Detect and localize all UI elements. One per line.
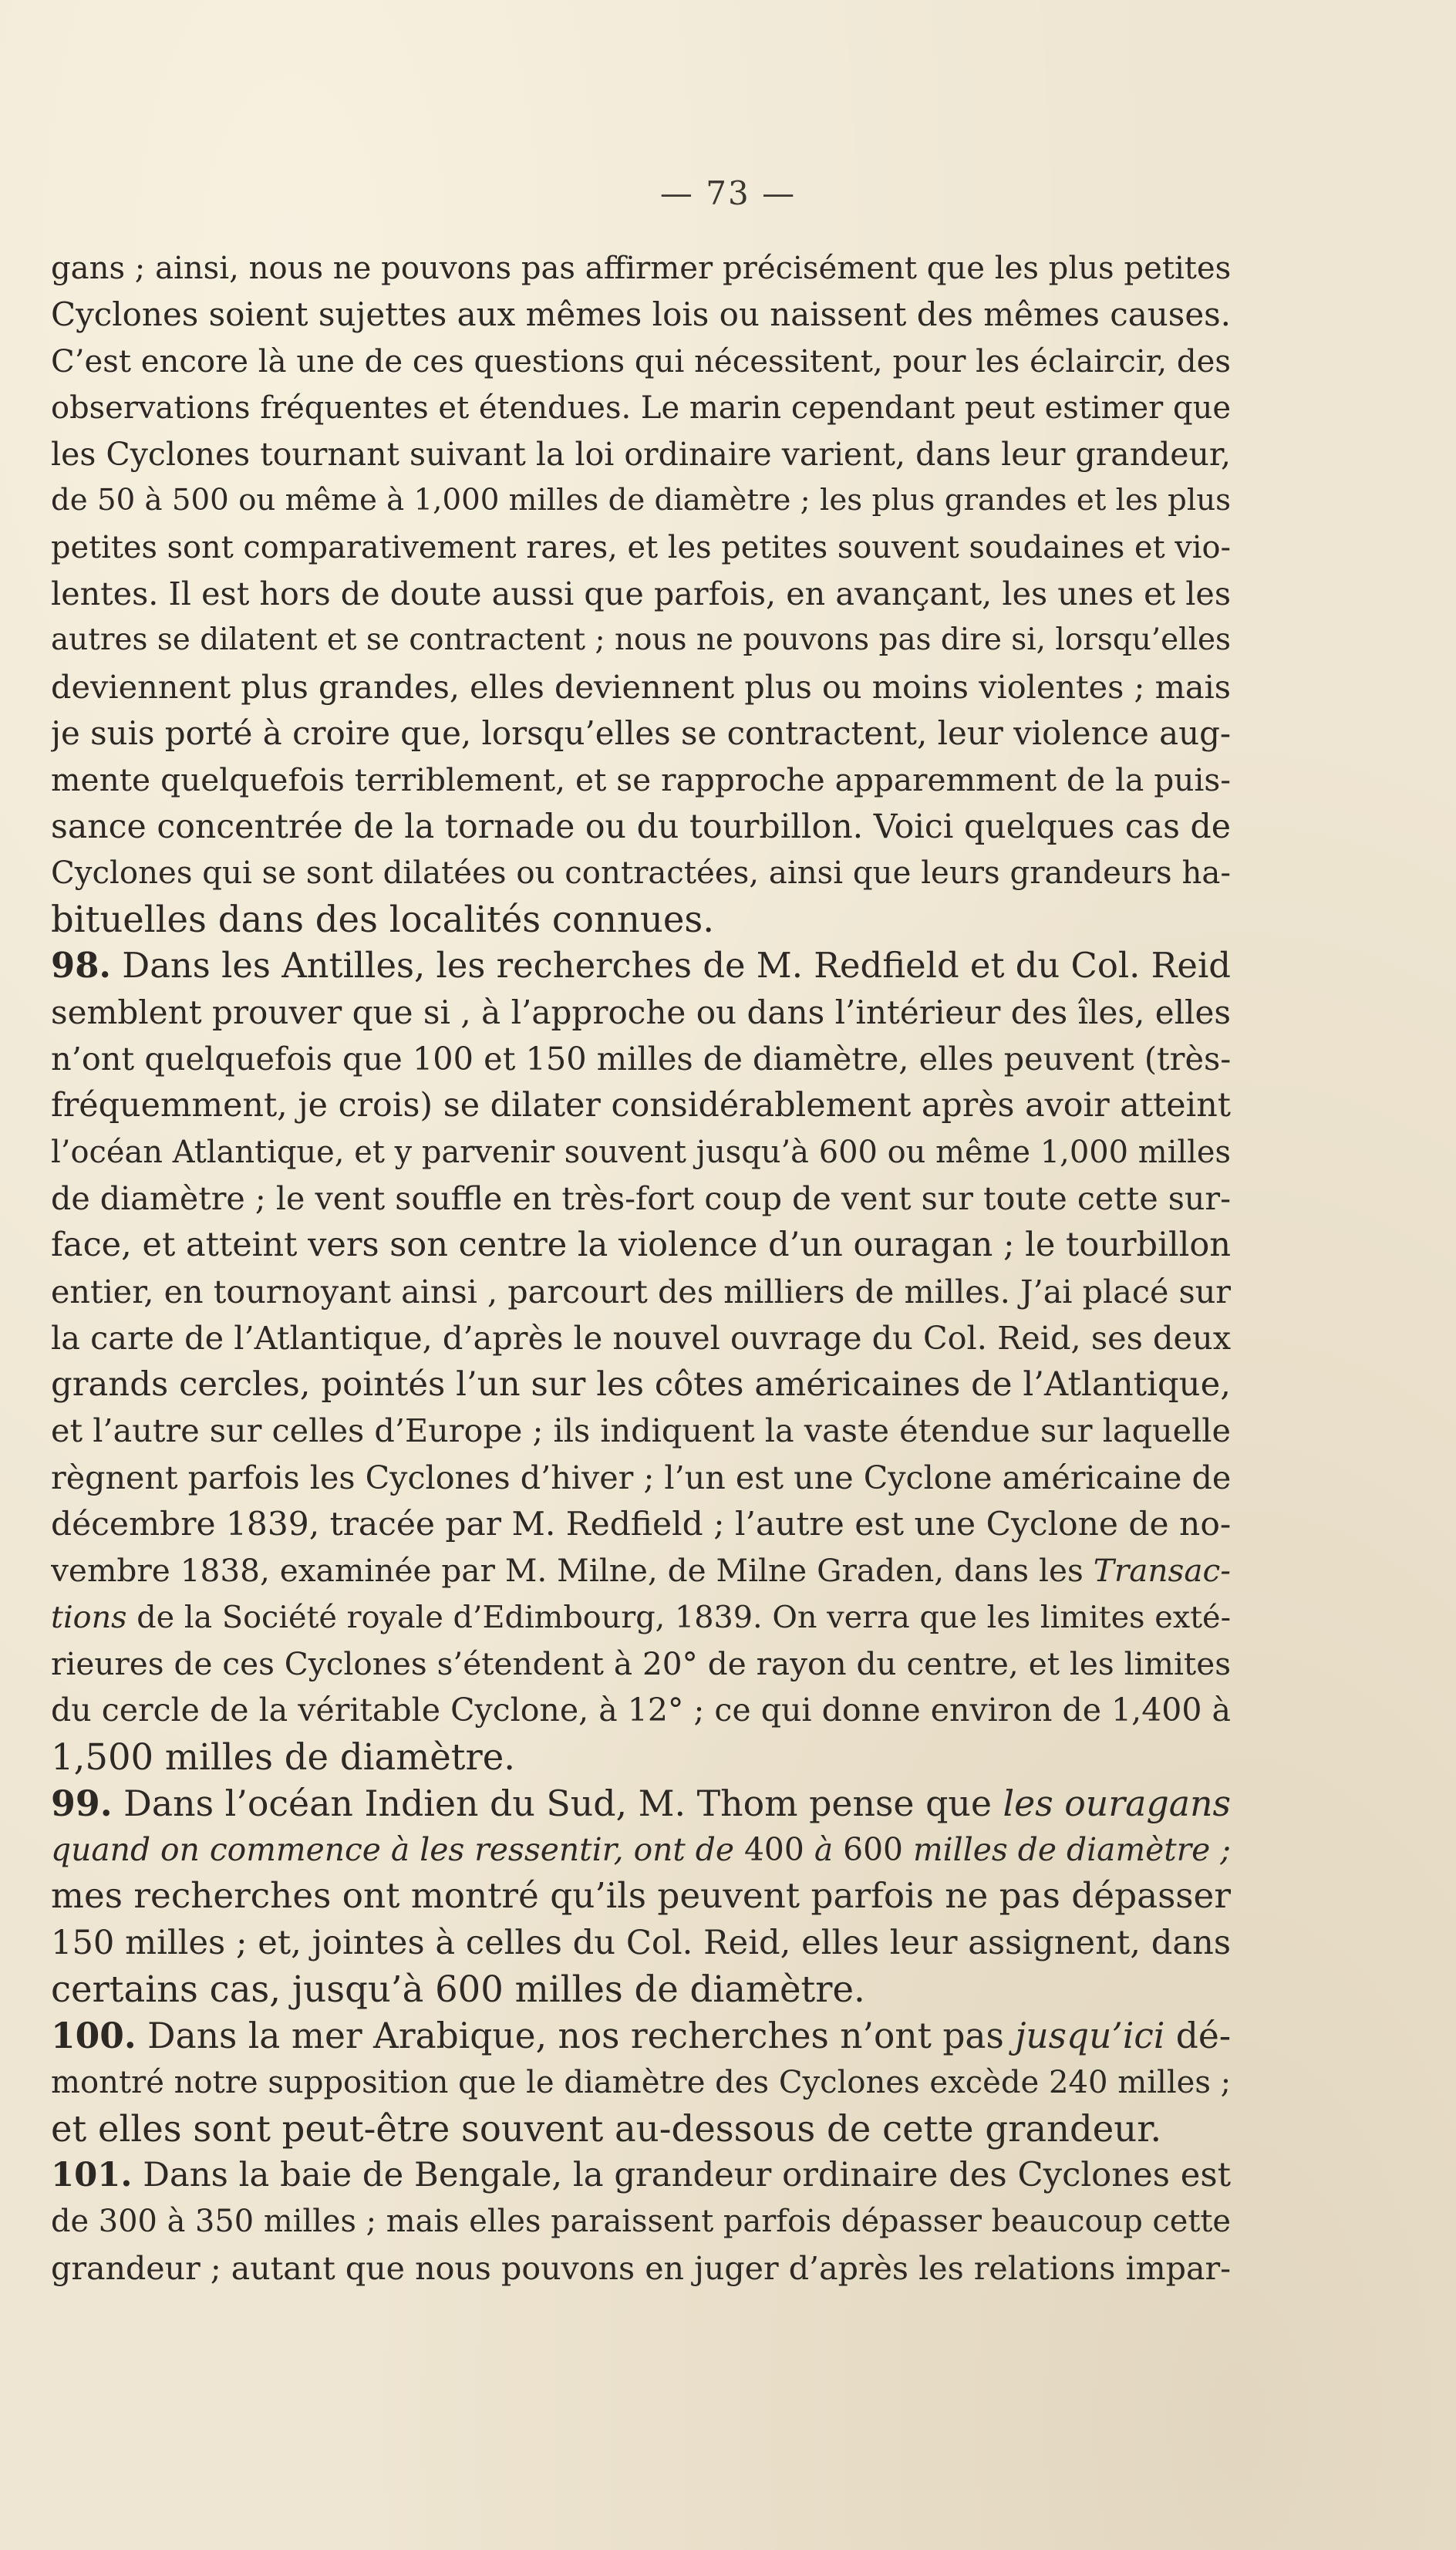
text-line bbox=[51, 2245, 1231, 2292]
text-run: gans ; ainsi, nous ne pouvons pas affirmer précisément que les plus petites bbox=[51, 251, 1231, 286]
text-line bbox=[51, 2012, 1231, 2059]
text-line bbox=[51, 850, 1231, 896]
text-line bbox=[51, 2059, 1231, 2106]
text-run: 400 bbox=[734, 1831, 814, 1869]
text-line bbox=[51, 571, 1231, 617]
text-run: entier, en tournoyant ainsi , parcourt des milliers de milles. J’ai placé sur bbox=[51, 1273, 1231, 1310]
text-run: mes recherches ont montré qu’ils peuvent parfois ne pas dépasser bbox=[51, 1875, 1231, 1917]
italic-text: jusqu’ici bbox=[1015, 2015, 1165, 2057]
text-run: semblent prouver que si , à l’approche ou dans l’intérieur des îles, elles bbox=[51, 993, 1231, 1031]
text-line bbox=[51, 1687, 1231, 1733]
text-line bbox=[51, 1455, 1231, 1501]
italic-text: à bbox=[814, 1831, 834, 1869]
text-line bbox=[51, 943, 1231, 989]
italic-text: quand on commence à les ressentir, ont de bbox=[51, 1831, 734, 1869]
text-run: autres se dilatent et se contractent ; nous ne pouvons pas dire si, lorsqu’elles bbox=[51, 622, 1231, 658]
text-run: de la Société royale d’Edimbourg, 1839. On verra que les limites exté- bbox=[126, 1599, 1231, 1635]
text-run: bituelles dans des localités connues. bbox=[51, 899, 714, 941]
text-run: grands cercles, pointés l’un sur les côtes américaines de l’Atlantique, bbox=[51, 1365, 1231, 1405]
text-run: Dans les Antilles, les recherches de M. Redfield et du Col. Reid bbox=[111, 945, 1231, 987]
text-run: 1,500 milles de diamètre. bbox=[51, 1735, 516, 1778]
text-run: Cyclones soient sujettes aux mêmes lois ou naissent des mêmes causes. bbox=[51, 295, 1231, 334]
text-line bbox=[51, 1734, 1231, 1780]
text-line bbox=[51, 292, 1231, 338]
text-line bbox=[51, 1966, 1231, 2012]
text-line bbox=[51, 1920, 1231, 1966]
text-run: n’ont quelquefois que 100 et 150 milles de diamètre, elles peuvent (très- bbox=[51, 1041, 1231, 1078]
text-line bbox=[51, 1826, 1231, 1873]
page-number: — 73 — bbox=[659, 174, 797, 212]
text-run: de diamètre ; le vent souffle en très-fort coup de vent sur toute cette sur- bbox=[51, 1179, 1231, 1217]
text-run: je suis porté à croire que, lorsqu’elles se contractent, leur violence aug- bbox=[51, 713, 1231, 752]
text-line bbox=[51, 1315, 1231, 1361]
text-line bbox=[51, 1873, 1231, 1919]
text-run: C’est encore là une de ces questions qui nécessitent, pour les éclaircir, des bbox=[51, 343, 1231, 379]
text-run: deviennent plus grandes, elles deviennent plus ou moins violentes ; mais bbox=[51, 668, 1231, 706]
italic-text: milles de diamètre ; bbox=[912, 1831, 1231, 1869]
text-run: fréquemment, je crois) se dilater considérablement après avoir atteint bbox=[51, 1086, 1231, 1125]
text-line bbox=[51, 1408, 1231, 1454]
text-run: Dans l’océan Indien du Sud, M. Thom pense que bbox=[112, 1783, 1003, 1824]
text-run: décembre 1839, tracée par M. Redfield ; l’autre est une Cyclone de no- bbox=[51, 1505, 1231, 1543]
text-run: Dans la mer Arabique, nos recherches n’ont pas bbox=[136, 2015, 1016, 2057]
text-run: Cyclones qui se sont dilatées ou contractées, ainsi que leurs grandeurs ha- bbox=[51, 855, 1231, 891]
text-line bbox=[51, 1036, 1231, 1082]
text-run: vembre 1838, examinée par M. Milne, de Milne Graden, dans les bbox=[51, 1552, 1094, 1590]
text-line bbox=[51, 1641, 1231, 1687]
text-line bbox=[51, 896, 1231, 943]
text-line bbox=[51, 1175, 1231, 1222]
text-line bbox=[51, 431, 1231, 477]
text-run: l’océan Atlantique, et y parvenir souvent jusqu’à 600 ou même 1,000 milles bbox=[51, 1134, 1231, 1170]
text-line bbox=[51, 477, 1231, 524]
text-line bbox=[51, 1222, 1231, 1268]
text-run: et elles sont peut-être souvent au-dessous de cette grandeur. bbox=[51, 2107, 1162, 2150]
text-line bbox=[51, 617, 1231, 663]
text-line bbox=[51, 1129, 1231, 1175]
text-run: grandeur ; autant que nous pouvons en juger d’après les relations impar- bbox=[51, 2249, 1231, 2287]
text-run: face, et atteint vers son centre la violence d’un ouragan ; le tourbillon bbox=[51, 1226, 1231, 1265]
italic-text: Transac- bbox=[1093, 1552, 1231, 1590]
paragraph-number: 99. bbox=[51, 1782, 113, 1824]
text-line bbox=[51, 1780, 1231, 1826]
text-line bbox=[51, 2106, 1231, 2152]
text-line bbox=[51, 1082, 1231, 1128]
text-line bbox=[51, 2152, 1231, 2198]
text-line bbox=[51, 1361, 1231, 1408]
text-line bbox=[51, 710, 1231, 757]
text-run: certains cas, jusqu’à 600 milles de diamètre. bbox=[51, 1968, 865, 2010]
text-line bbox=[51, 385, 1231, 431]
body-text bbox=[51, 245, 1231, 2292]
text-run: 600 bbox=[833, 1831, 913, 1869]
text-line bbox=[51, 339, 1231, 385]
italic-text: tions bbox=[51, 1599, 127, 1635]
text-run: 150 milles ; et, jointes à celles du Col. Reid, elles leur assignent, dans bbox=[51, 1923, 1231, 1962]
paragraph-number: 100. bbox=[51, 2015, 136, 2057]
text-line bbox=[51, 990, 1231, 1036]
text-line bbox=[51, 2198, 1231, 2245]
text-line bbox=[51, 757, 1231, 803]
text-run: montré notre supposition que le diamètre des Cyclones excède 240 milles ; bbox=[51, 2064, 1231, 2100]
text-run: rieures de ces Cyclones s’étendent à 20° de rayon du centre, et les limites bbox=[51, 1644, 1231, 1682]
text-run: petites sont comparativement rares, et les petites souvent soudaines et vio- bbox=[51, 529, 1231, 565]
text-run: mente quelquefois terriblement, et se rapproche apparemment de la puis- bbox=[51, 761, 1231, 799]
text-line bbox=[51, 804, 1231, 850]
text-run: la carte de l’Atlantique, d’après le nouvel ouvrage du Col. Reid, ses deux bbox=[51, 1319, 1231, 1357]
paragraph-number: 101. bbox=[51, 2155, 133, 2195]
text-line bbox=[51, 1269, 1231, 1315]
text-line bbox=[51, 525, 1231, 571]
text-run: dé- bbox=[1164, 2015, 1231, 2057]
italic-text: les ouragans bbox=[1003, 1783, 1231, 1824]
text-run: observations fréquentes et étendues. Le marin cependant peut estimer que bbox=[51, 390, 1231, 426]
text-run: et l’autre sur celles d’Europe ; ils indiquent la vaste étendue sur laquelle bbox=[51, 1412, 1231, 1450]
text-line bbox=[51, 664, 1231, 710]
text-line bbox=[51, 245, 1231, 292]
text-run: de 300 à 350 milles ; mais elles paraissent parfois dépasser beaucoup cette bbox=[51, 2204, 1231, 2240]
text-run: sance concentrée de la tornade ou du tourbillon. Voici quelques cas de bbox=[51, 807, 1231, 846]
paragraph-number: 98. bbox=[51, 945, 111, 987]
text-run: les Cyclones tournant suivant la loi ordinaire varient, dans leur grandeur, bbox=[51, 436, 1231, 474]
text-line bbox=[51, 1594, 1231, 1641]
text-line bbox=[51, 1501, 1231, 1547]
text-run: de 50 à 500 ou même à 1,000 milles de diamètre ; les plus grandes et les plus bbox=[51, 483, 1231, 518]
text-run: lentes. Il est hors de doute aussi que parfois, en avançant, les unes et les bbox=[51, 575, 1231, 613]
text-line bbox=[51, 1547, 1231, 1594]
text-run: du cercle de la véritable Cyclone, à 12° ; ce qui donne environ de 1,400 à bbox=[51, 1692, 1231, 1729]
text-run: règnent parfois les Cyclones d’hiver ; l’un est une Cyclone américaine de bbox=[51, 1459, 1231, 1496]
text-run: Dans la baie de Bengale, la grandeur ordinaire des Cyclones est bbox=[132, 2156, 1231, 2195]
